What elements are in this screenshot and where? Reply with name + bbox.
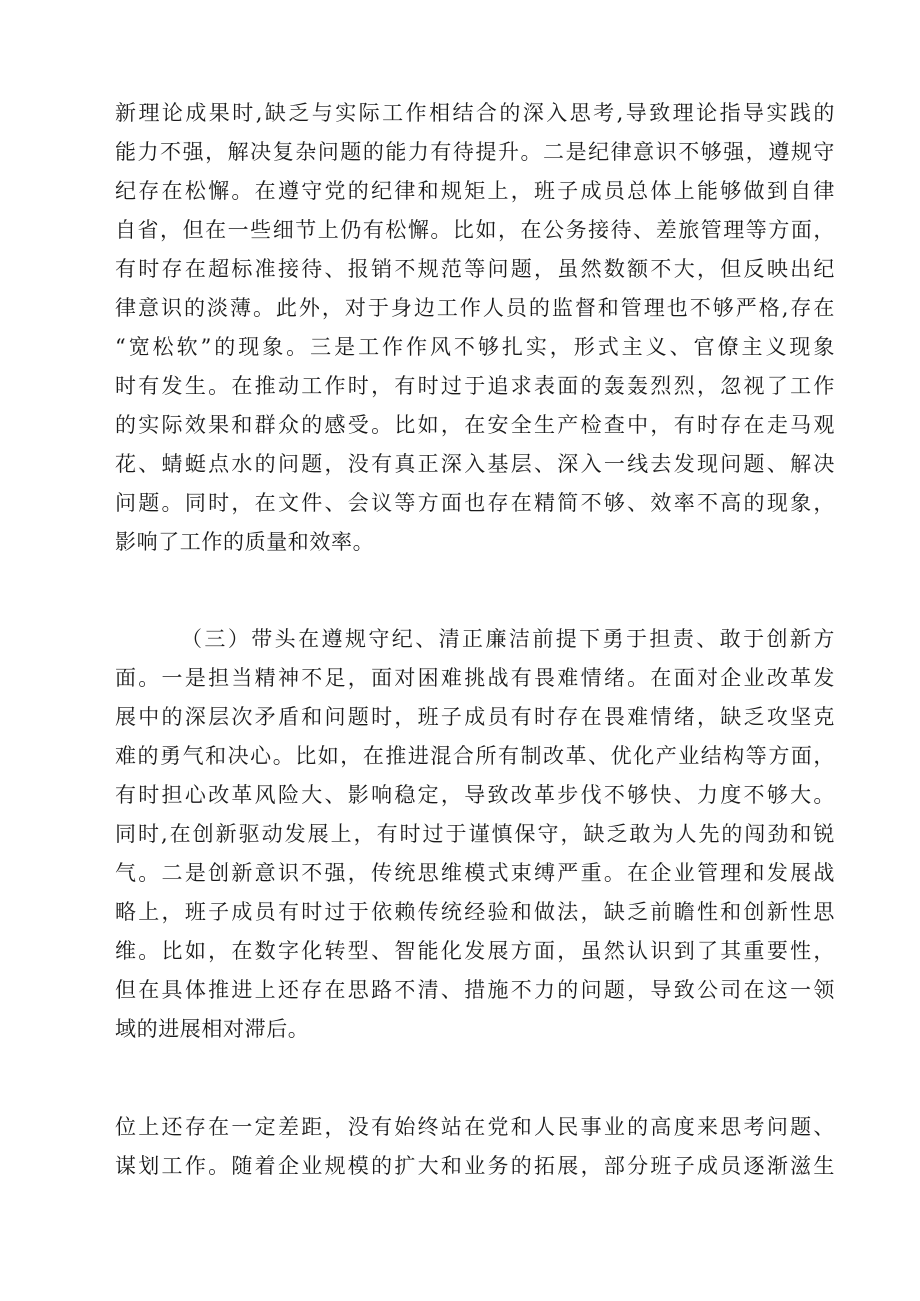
text-line: 影响了工作的质量和效率。 [115,530,375,554]
text-line: 维。比如，在数字化转型、智能化发展方面，虽然认识到了其重要性， [115,939,835,963]
paragraph-discipline-style [115,94,835,562]
text-line: 位上还存在一定差距，没有始终站在党和人民事业的高度来思考问题、 [115,1115,835,1139]
text-line: 有时担心改革风险大、影响稳定，导致改革步伐不够快、力度不够大。 [115,783,835,807]
text-line: 展中的深层次矛盾和问题时，班子成员有时存在畏难情绪，缺乏攻坚克 [115,705,835,729]
section-heading-line: （三）带头在遵规守纪、清正廉洁前提下勇于担责、敢于创新方 [181,627,835,651]
text-line: “宽松软”的现象。三是工作作风不够扎实，形式主义、官僚主义现象 [115,335,835,359]
text-line: 纪存在松懈。在遵守党的纪律和规矩上，班子成员总体上能够做到自律 [115,179,835,203]
text-line: 新理论成果时,缺乏与实际工作相结合的深入思考,导致理论指导实践的 [115,101,835,125]
text-line: 但在具体推进上还存在思路不清、措施不力的问题，导致公司在这一领 [115,978,835,1002]
text-line: 谋划工作。随着企业规模的扩大和业务的拓展，部分班子成员逐渐滋生 [115,1154,835,1178]
text-line: 时有发生。在推动工作时，有时过于追求表面的轰轰烈烈，忽视了工作 [115,374,835,398]
text-line: 有时存在超标准接待、报销不规范等问题，虽然数额不大，但反映出纪 [115,257,835,281]
text-line: 域的进展相对滞后。 [115,1017,310,1041]
text-line: 律意识的淡薄。此外，对于身边工作人员的监督和管理也不够严格,存在 [115,296,835,320]
text-line: 的实际效果和群众的感受。比如，在安全生产检查中，有时存在走马观 [115,413,835,437]
text-line: 气。二是创新意识不强，传统思维模式束缚严重。在企业管理和发展战 [115,861,835,885]
text-line: 面。一是担当精神不足，面对困难挑战有畏难情绪。在面对企业改革发 [115,666,835,690]
text-line: 能力不强，解决复杂问题的能力有待提升。二是纪律意识不够强，遵规守 [115,140,835,164]
text-line: 自省，但在一些细节上仍有松懈。比如，在公务接待、差旅管理等方面， [115,218,835,242]
text-line: 问题。同时，在文件、会议等方面也存在精简不够、效率不高的现象， [115,491,835,515]
paragraph-continuation [115,1108,835,1186]
text-line: 难的勇气和决心。比如，在推进混合所有制改革、优化产业结构等方面， [115,744,835,768]
text-line: 同时,在创新驱动发展上，有时过于谨慎保守，缺乏敢为人先的闯劲和锐 [115,822,835,846]
paragraph-responsibility-innovation [115,620,835,1049]
text-line: 略上，班子成员有时过于依赖传统经验和做法，缺乏前瞻性和创新性思 [115,900,835,924]
text-line: 花、蜻蜓点水的问题，没有真正深入基层、深入一线去发现问题、解决 [115,452,835,476]
